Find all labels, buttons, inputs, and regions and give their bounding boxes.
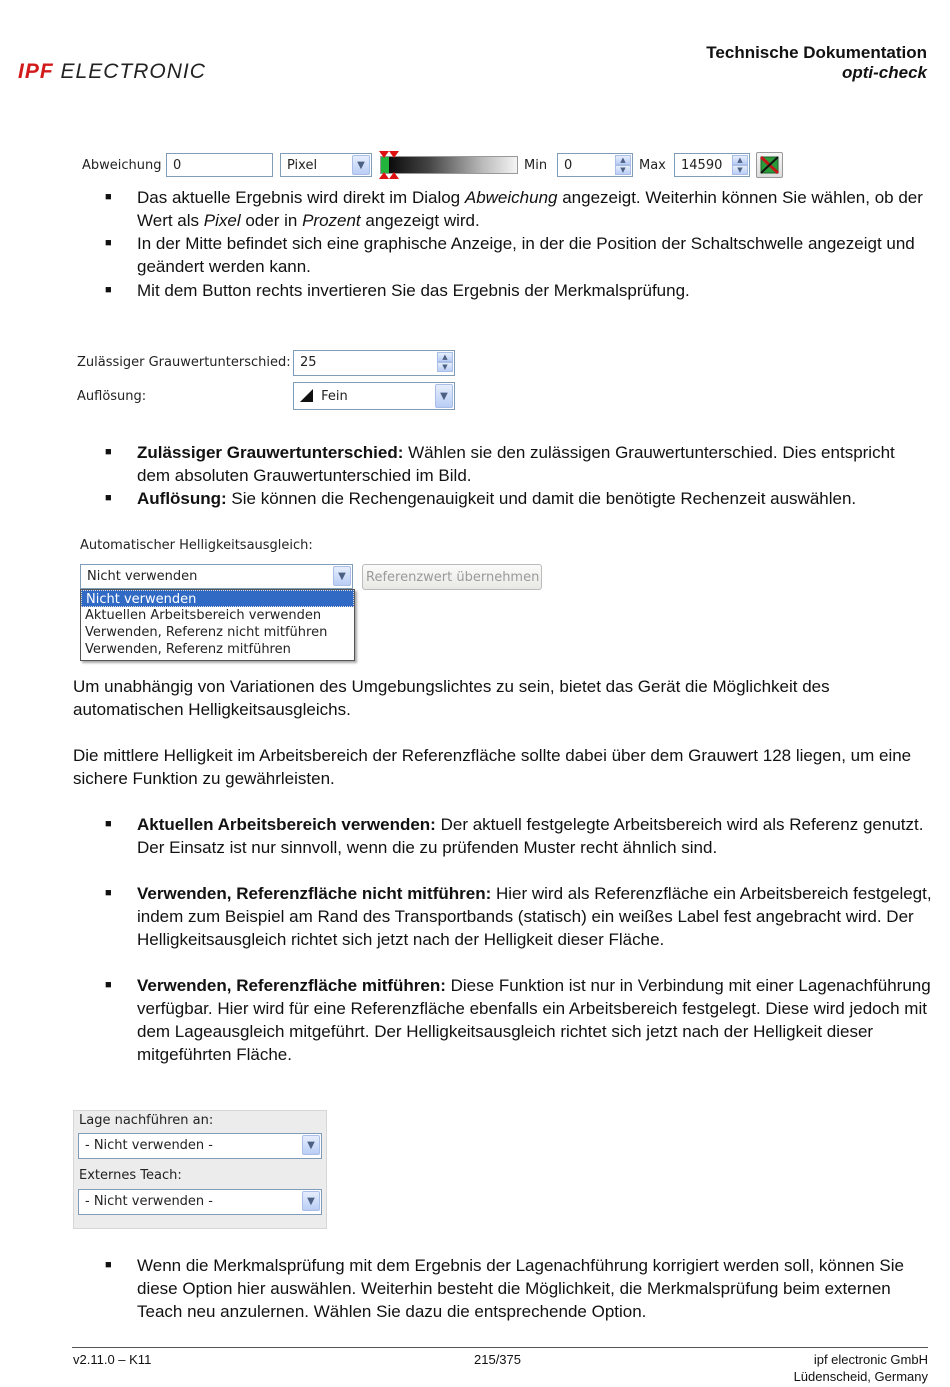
- text-run: angezeigt wird.: [360, 211, 480, 230]
- abweichung-toolbar: [80, 150, 790, 182]
- paragraph: Die mittlere Helligkeit im Arbeitsbereich der Referenzfläche sollte dabei über dem Grauwert 128 liegen, um eine sichere Funktion zu gewährleisten.: [73, 746, 912, 788]
- bullet-text: [137, 813, 932, 859]
- paragraph: Um unabhängig von Variationen des Umgebungslichtes zu sein, bietet das Gerät die Möglichkeit des automatischen Helligkeitsausgleichs.: [73, 677, 830, 719]
- abweichung-label: Abweichung: [82, 158, 162, 173]
- text-run: Der aktuell festgelegte Arbeitsbereich wird als Referenz genutzt. Der Einsatz ist nur sinnvoll, wenn die zu prüfenden Muster recht ähnlich sind.: [137, 815, 924, 857]
- bold-term: Aktuellen Arbeitsbereich verwenden:: [137, 815, 436, 834]
- bullet-text: In der Mitte befindet sich eine graphische Anzeige, in der die Position der Schaltschwelle angezeigt und geändert werden kann.: [137, 234, 915, 276]
- min-label: Min: [524, 158, 548, 173]
- chevron-down-icon[interactable]: ▼: [435, 384, 453, 408]
- helligkeit-selected: Nicht verwenden: [87, 569, 198, 584]
- lage-label: Lage nachführen an:: [79, 1113, 214, 1128]
- threshold-slider[interactable]: [380, 156, 518, 174]
- italic-term: Pixel: [203, 211, 241, 230]
- lage-dialog: [73, 1110, 327, 1229]
- min-value: 0: [564, 158, 573, 173]
- dropdown-option[interactable]: Nicht verwenden: [81, 590, 354, 607]
- dropdown-option[interactable]: Verwenden, Referenz nicht mitführen: [85, 625, 328, 640]
- bullet-text: [137, 487, 932, 510]
- threshold-handle[interactable]: [379, 151, 399, 179]
- grauwert-spinner[interactable]: [437, 352, 453, 374]
- bullet-text: [137, 441, 932, 487]
- helligkeit-label: Automatischer Helligkeitsausgleich:: [80, 538, 313, 553]
- text-run: Hier wird als Referenzfläche ein Arbeitsbereich festgelegt, indem zum Beispiel am Rand des Transportbands (statisch) ein weißes Label fest angebracht wird. Der Helligkeitsausgleich richtet sich jetzt nach der Helligkeit dieser Fläche.: [137, 884, 932, 949]
- footer-location: Lüdenscheid, Germany: [793, 1369, 928, 1384]
- aufloesung-value: Fein: [321, 389, 348, 404]
- min-value-field[interactable]: [557, 153, 633, 177]
- bullet-marker: ■: [105, 1259, 112, 1271]
- chevron-down-icon[interactable]: ▼: [302, 1135, 320, 1155]
- italic-term: Prozent: [302, 211, 361, 230]
- lage-value: - Nicht verwenden -: [85, 1138, 213, 1153]
- abweichung-value-field[interactable]: 0: [166, 153, 273, 177]
- spin-down-icon[interactable]: ▼: [437, 362, 453, 372]
- footer-company: ipf electronic GmbH: [813, 1352, 928, 1367]
- aufloesung-label: Auflösung:: [77, 389, 147, 404]
- max-value-field[interactable]: [674, 153, 750, 177]
- text-run: oder in: [240, 211, 303, 230]
- max-value: 14590: [681, 158, 723, 173]
- externes-teach-value: - Nicht verwenden -: [85, 1194, 213, 1209]
- bullet-marker: ■: [105, 979, 112, 991]
- document-subtitle: opti-check: [841, 63, 927, 82]
- text-run: angezeigt. Weiterhin können Sie wählen, ob der Wert als: [137, 188, 923, 230]
- text-run: Diese Funktion ist nur in Verbindung mit einer Lagenachführung verfügbar. Hier wird für eine Referenzfläche ebenfalls ein Arbeitsbereich festgelegt. Diese wird jedoch mit dem Lageausgleich mitgeführt. Der Helligkeitsausgleich richtet sich jetzt nach der Helligkeit dieser mitgeführten Fläche.: [137, 976, 931, 1064]
- bullet-text: [137, 882, 932, 951]
- footer-version: v2.11.0 – K11: [73, 1352, 152, 1367]
- text-run: Wählen sie den zulässigen Grauwertunterschied. Dies entspricht dem absoluten Grauwertunterschied im Bild.: [137, 443, 895, 485]
- resolution-icon: [300, 389, 313, 402]
- chevron-down-icon[interactable]: ▼: [333, 566, 351, 586]
- company-logo: [18, 60, 206, 84]
- lage-select[interactable]: [78, 1133, 322, 1159]
- spin-down-icon[interactable]: ▼: [615, 165, 631, 175]
- bullet-marker: ■: [105, 492, 112, 504]
- grauwert-value: 25: [300, 355, 317, 370]
- spin-up-icon[interactable]: ▲: [732, 155, 748, 165]
- externes-teach-select[interactable]: [78, 1189, 322, 1215]
- bold-term: Auflösung:: [137, 489, 227, 508]
- min-spinner[interactable]: [615, 155, 631, 175]
- bullet-text: Mit dem Button rechts invertieren Sie das Ergebnis der Merkmalsprüfung.: [137, 281, 690, 300]
- bullet-marker: ■: [105, 818, 112, 830]
- footer-divider: [72, 1347, 928, 1348]
- dropdown-option[interactable]: Verwenden, Referenz mitführen: [85, 642, 291, 657]
- bullet-marker: ■: [105, 446, 112, 458]
- grauwert-field[interactable]: [293, 350, 455, 376]
- text-run: Das aktuelle Ergebnis wird direkt im Dialog: [137, 188, 465, 207]
- bold-term: Zulässiger Grauwertunterschied:: [137, 443, 404, 462]
- bullet-marker: ■: [105, 237, 112, 249]
- bold-term: Verwenden, Referenzfläche mitführen:: [137, 976, 446, 995]
- bullet-text: [137, 974, 932, 1066]
- dropdown-option[interactable]: Aktuellen Arbeitsbereich verwenden: [85, 608, 322, 623]
- chevron-down-icon[interactable]: ▼: [352, 155, 370, 175]
- logo-electronic: ELECTRONIC: [60, 60, 206, 83]
- helligkeit-dialog: [78, 534, 548, 664]
- document-title: Technische Dokumentation: [706, 43, 927, 62]
- italic-term: Abweichung: [464, 188, 558, 207]
- chevron-down-icon[interactable]: ▼: [302, 1191, 320, 1211]
- unit-select-value: Pixel: [287, 158, 318, 173]
- bullet-text: Wenn die Merkmalsprüfung mit dem Ergebnis der Lagenachführung korrigiert werden soll, können Sie diese Option hier auswählen. Weiterhin besteht die Möglichkeit, die Merkmalsprüfung beim externen Teach neu anzulernen. Wählen Sie dazu die entsprechende Option.: [137, 1256, 904, 1321]
- grauwert-label: Zulässiger Grauwertunterschied:: [77, 355, 291, 370]
- spin-down-icon[interactable]: ▼: [732, 165, 748, 175]
- bullet-marker: ■: [105, 887, 112, 899]
- unit-select[interactable]: [280, 153, 372, 177]
- footer-page-number: 215/375: [474, 1352, 521, 1367]
- logo-ipf: IPF: [18, 60, 54, 83]
- aufloesung-select[interactable]: [293, 382, 455, 410]
- bullet-marker: ■: [105, 191, 112, 203]
- bullet-marker: ■: [105, 284, 112, 296]
- invert-result-button[interactable]: [756, 152, 783, 178]
- max-label: Max: [639, 158, 666, 173]
- bullet-text: [137, 186, 932, 232]
- invert-icon: [757, 153, 782, 177]
- grauwert-dialog: [75, 347, 460, 415]
- text-run: Sie können die Rechengenauigkeit und damit die benötigte Rechenzeit auswählen.: [226, 489, 857, 508]
- max-spinner[interactable]: [732, 155, 748, 175]
- helligkeit-dropdown-list: [80, 589, 355, 661]
- referenzwert-button[interactable]: Referenzwert übernehmen: [362, 564, 542, 590]
- spin-up-icon[interactable]: ▲: [615, 155, 631, 165]
- spin-up-icon[interactable]: ▲: [437, 352, 453, 362]
- helligkeit-select[interactable]: [80, 564, 353, 589]
- externes-teach-label: Externes Teach:: [79, 1168, 182, 1183]
- bold-term: Verwenden, Referenzfläche nicht mitführen:: [137, 884, 492, 903]
